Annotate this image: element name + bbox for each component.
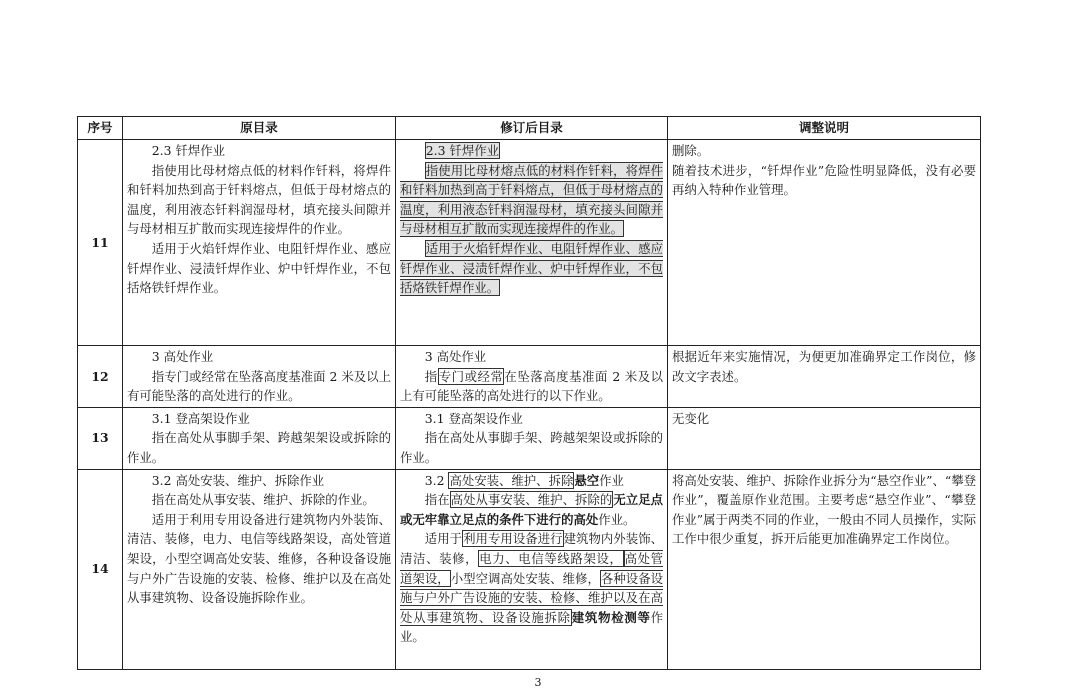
table-header-row xyxy=(78,117,981,140)
original-title: 3.2 高处安装、维护、拆除作业 xyxy=(151,472,325,488)
header-original: 原目录 xyxy=(123,117,396,140)
original-paragraph: 指专门或经常在坠落高度基准面 2 米及以上有可能坠落的高处进行的作业。 xyxy=(127,368,391,404)
note-paragraph: 随着技术进步，“钎焊作业”危险性明显降低，没有必要再纳入特种作业管理。 xyxy=(672,162,976,198)
page-number: 3 xyxy=(534,676,542,689)
original-cell xyxy=(123,140,396,346)
revised-cell xyxy=(396,407,668,469)
revised-cell xyxy=(396,140,668,346)
note-cell xyxy=(668,469,981,669)
original-paragraph: 指在高处从事脚手架、跨越架架设或拆除的作业。 xyxy=(127,430,391,465)
changed-text: 高处安装、维护、拆除 xyxy=(449,472,574,488)
original-paragraph: 适用于火焰钎焊作业、电阻钎焊作业、感应钎焊作业、浸渍钎焊作业、炉中钎焊作业，不包括烙铁钎焊作业。 xyxy=(127,240,391,296)
original-cell xyxy=(123,407,396,469)
revised-cell xyxy=(396,469,668,669)
table-row xyxy=(78,140,981,346)
header-revised: 修订后目录 xyxy=(396,117,668,140)
original-cell xyxy=(123,469,396,669)
original-paragraph: 指在高处从事安装、维护、拆除的作业。 xyxy=(151,492,375,508)
changed-text: 专门或经常 xyxy=(438,368,504,384)
deleted-text: 适用于火焰钎焊作业、电阻钎焊作业、感应钎焊作业、浸渍钎焊作业、炉中钎焊作业，不包括烙铁钎焊作业。 xyxy=(400,240,663,296)
revised-paragraph: 指专门或经常在坠落高度基准面 2 米及以上有可能坠落的高处进行的以下作业。 xyxy=(400,368,664,404)
original-paragraph: 适用于利用专用设备进行建筑物内外装饰、清洁、装修，电力、电信等线路架设，高处管道架设，小型空调高处安装、维修，各种设备设施与户外广告设施的安装、检修、维护以及在高处从事建筑物、设备设施拆除作业。 xyxy=(127,511,391,606)
deleted-text: 指使用比母材熔点低的材料作钎料，将焊件和钎料加热到高于钎料熔点，但低于母材熔点的温度，利用液态钎料润湿母材，填充接头间隙并与母材相互扩散而实现连接焊件的作业。 xyxy=(400,162,663,237)
original-paragraph: 指使用比母材熔点低的材料作钎料，将焊件和钎料加热到高于钎料熔点，但低于母材熔点的温度，利用液态钎料润湿母材，填充接头间隙并与母材相互扩散而实现连接焊件的作业。 xyxy=(127,162,391,237)
row-serial: 12 xyxy=(78,346,123,408)
changed-text: 各种设备设施与户外广告设施的安装、检修、维护以及在高处从事建筑物、设备设施拆除 xyxy=(400,570,664,625)
note-paragraph: 无变化 xyxy=(672,410,710,426)
table-row xyxy=(78,407,981,469)
original-title: 2.3 钎焊作业 xyxy=(151,143,226,158)
deleted-text: 2.3 钎焊作业 xyxy=(425,143,500,158)
revised-cell xyxy=(396,346,668,408)
row-serial: 13 xyxy=(78,407,123,469)
note-paragraph: 将高处安装、维护、拆除作业拆分为“悬空作业”、“攀登作业”，覆盖原作业范围。主要考虑“悬空作业”、“攀登作业”属于两类不同的作业，一般由不同人员操作，实际工作中很少重复，拆开后能更加准确界定工作岗位。 xyxy=(672,472,976,547)
changed-text: 电力、电信等线路架设， xyxy=(479,550,623,566)
table-row xyxy=(78,346,981,408)
revised-paragraph: 指在高处从事安装、维护、拆除的无立足点或无牢靠立足点的条件下进行的高处作业。 xyxy=(400,492,664,527)
added-text: 悬空 xyxy=(574,472,600,488)
revised-title: 3.1 登高架设作业 xyxy=(424,410,523,426)
header-notes: 调整说明 xyxy=(668,117,981,140)
header-serial: 序号 xyxy=(78,117,123,140)
changed-text: 利用专用设备进行 xyxy=(463,531,563,547)
original-cell xyxy=(123,346,396,408)
row-serial: 11 xyxy=(78,140,123,346)
note-cell xyxy=(668,407,981,469)
added-text: 无立足点或无牢靠立足点的条件下进行的高处 xyxy=(400,492,664,527)
changed-text: 高处从事安装、维护、拆除的 xyxy=(450,492,613,508)
catalog-comparison-table xyxy=(77,116,981,670)
note-paragraph: 删除。 xyxy=(672,143,710,158)
original-title: 3.1 登高架设作业 xyxy=(151,410,250,426)
row-serial: 14 xyxy=(78,469,123,669)
table-row xyxy=(78,469,981,669)
revised-paragraph: 适用于利用专用设备进行建筑物内外装饰、清洁、装修，电力、电信等线路架设， 高处管道架设，小型空调高处安装、维修，各种设备设施与户外广告设施的安装、检修、维护以及在高处从事建筑物、设备设施拆除建筑物检测等作业。 xyxy=(400,531,664,645)
revised-title: 3 高处作业 xyxy=(424,349,487,364)
note-cell xyxy=(668,140,981,346)
revised-title: 3.2 高处安装、维护、拆除悬空作业 xyxy=(424,472,624,488)
added-text: 建筑物检测等 xyxy=(571,609,651,625)
revised-paragraph: 指在高处从事脚手架、跨越架架设或拆除的作业。 xyxy=(400,430,663,465)
changed-text: 高处管道架设， xyxy=(400,550,664,586)
note-cell xyxy=(668,346,981,408)
original-title: 3 高处作业 xyxy=(151,349,214,364)
note-paragraph: 根据近年来实施情况，为便更加准确界定工作岗位，修改文字表述。 xyxy=(672,349,976,384)
